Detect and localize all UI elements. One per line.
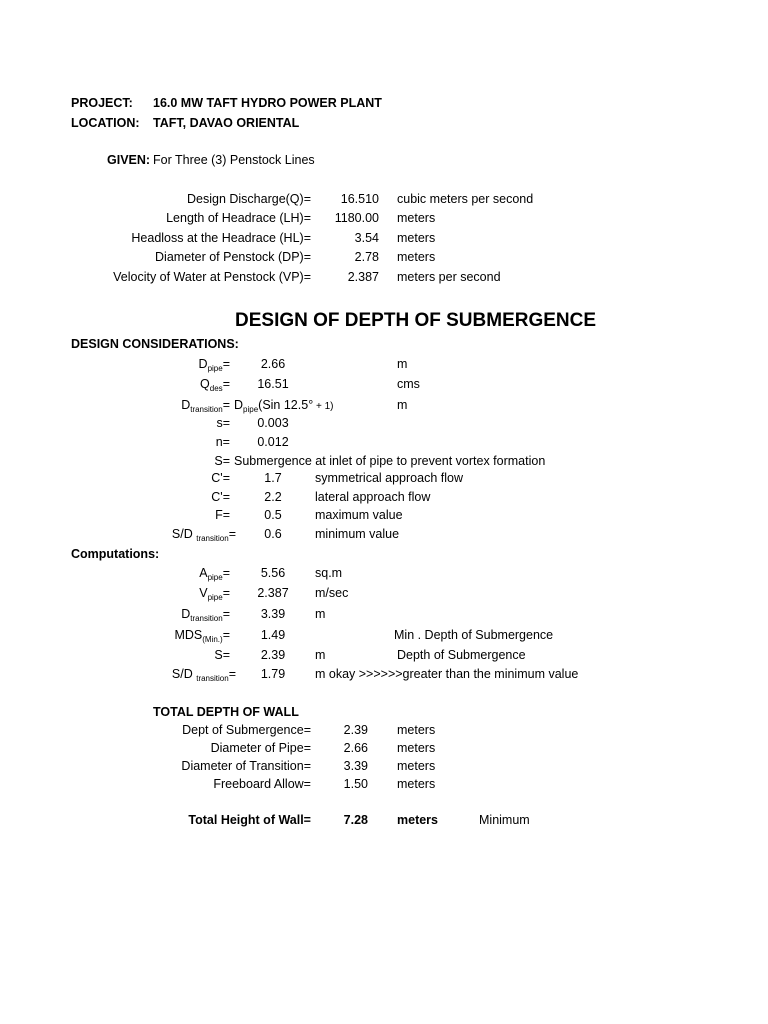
wall-row-label: Freeboard Allow=: [213, 777, 311, 791]
given-row-value: 2.387: [347, 270, 379, 284]
wall-row-value: 2.66: [343, 741, 368, 755]
given-row-label: Diameter of Penstock (DP)=: [155, 250, 311, 264]
wall-row-value: 2.39: [343, 723, 368, 737]
dtransition-calc-unit: m: [315, 607, 326, 621]
given-row-label: Velocity of Water at Penstock (VP)=: [113, 270, 311, 284]
dtransition-calc-value: 3.39: [260, 607, 286, 621]
c1-value: 1.7: [264, 471, 282, 485]
computations-heading: Computations:: [71, 547, 160, 561]
f-label: F=: [215, 508, 230, 522]
c2-desc: lateral approach flow: [315, 490, 431, 504]
given-text: For Three (3) Penstock Lines: [153, 153, 315, 167]
sd-calc-note: m okay >>>>>>greater than the minimum value: [315, 667, 579, 681]
wall-row-unit: meters: [397, 777, 436, 791]
given-row-value: 2.78: [354, 250, 379, 264]
dtransition-label: $D_{transition}=$: [181, 398, 230, 414]
apipe-unit: sq.m: [315, 566, 343, 580]
sd-calc-label: S/D $_{transition}$=: [171, 667, 236, 683]
wall-row-value: 3.39: [343, 759, 368, 773]
dpipe-unit: m: [397, 357, 408, 371]
sd-min-desc: minimum value: [315, 527, 400, 541]
wall-row-label: Dept of Submergence=: [182, 723, 311, 737]
sd-min-label: S/D $_{transition}$=: [171, 527, 236, 543]
vpipe-unit: m/sec: [315, 586, 349, 600]
total-height-value: 7.28: [343, 813, 368, 827]
given-row-unit: meters: [397, 231, 436, 245]
page-title: DESIGN OF DEPTH OF SUBMERGENCE: [235, 310, 597, 331]
dpipe-label: $D_{pipe}=$: [198, 357, 230, 373]
n-value: 0.012: [257, 435, 289, 449]
f-value: 0.5: [264, 508, 282, 522]
project-value: 16.0 MW TAFT HYDRO POWER PLANT: [153, 96, 382, 110]
dpipe-value: 2.66: [260, 357, 286, 371]
given-label: GIVEN:: [107, 153, 151, 167]
apipe-value: 5.56: [260, 566, 286, 580]
s-small-value: 0.003: [257, 416, 289, 430]
given-row-value: 1180.00: [334, 211, 379, 225]
wall-row-label: Diameter of Pipe=: [210, 741, 311, 755]
wall-row-unit: meters: [397, 759, 436, 773]
dtransition-calc-label: $D_{transition}=$: [181, 607, 230, 623]
wall-row-unit: meters: [397, 723, 436, 737]
location-label: LOCATION:: [71, 116, 140, 130]
mds-desc: Min . Depth of Submergence: [394, 628, 554, 642]
wall-row-unit: meters: [397, 741, 436, 755]
total-height-unit: meters: [397, 813, 438, 827]
s-calc-value: 2.39: [260, 648, 286, 662]
sd-min-value: 0.6: [264, 527, 282, 541]
c1-desc: symmetrical approach flow: [315, 471, 463, 485]
total-height-label: Total Height of Wall=: [188, 813, 311, 827]
qdes-unit: cms: [397, 377, 420, 391]
considerations-heading: DESIGN CONSIDERATIONS:: [71, 337, 239, 351]
qdes-value: 16.51: [257, 377, 289, 391]
wall-heading: TOTAL DEPTH OF WALL: [153, 705, 299, 719]
sd-calc-value: 1.79: [260, 667, 286, 681]
given-row-value: 16.510: [340, 192, 379, 206]
wall-row-label: Diameter of Transition=: [181, 759, 311, 773]
vpipe-label: $V_{pipe}=$: [199, 586, 230, 602]
location-value: TAFT, DAVAO ORIENTAL: [153, 116, 300, 130]
given-row-unit: meters: [397, 250, 436, 264]
mds-value: 1.49: [260, 628, 286, 642]
submergence-def-label: S=: [214, 454, 230, 468]
s-calc-unit: m: [315, 648, 326, 662]
given-row-unit: meters per second: [397, 270, 501, 284]
given-row-unit: meters: [397, 211, 436, 225]
dtransition-unit: m: [397, 398, 408, 412]
s-calc-label: S=: [214, 648, 230, 662]
given-row-unit: cubic meters per second: [397, 192, 534, 206]
s-small-label: s=: [216, 416, 230, 430]
apipe-label: $A_{pipe}=$: [199, 566, 230, 582]
dtransition-formula: $D_{pipe}(Sin$ 12.5° + 1): [234, 398, 334, 414]
given-row-value: 3.54: [354, 231, 379, 245]
given-row-label: Design Discharge(Q)=: [186, 192, 311, 206]
total-height-note: Minimum: [479, 813, 530, 827]
submergence-def-text: Submergence at inlet of pipe to prevent vortex formation: [234, 454, 546, 468]
s-calc-desc: Depth of Submergence: [397, 648, 526, 662]
n-label: n=: [215, 435, 230, 449]
given-row-label: Length of Headrace (LH)=: [166, 211, 311, 225]
wall-row-value: 1.50: [343, 777, 368, 791]
given-row-label: Headloss at the Headrace (HL)=: [131, 231, 311, 245]
c2-value: 2.2: [264, 490, 282, 504]
vpipe-value: 2.387: [257, 586, 289, 600]
c2-label: C'=: [211, 490, 230, 504]
mds-label: $MDS_{(Min.)}=$: [174, 628, 230, 644]
c1-label: C'=: [211, 471, 230, 485]
project-label: PROJECT:: [71, 96, 133, 110]
qdes-label: $Q_{des}=$: [200, 377, 230, 393]
f-desc: maximum value: [315, 508, 403, 522]
